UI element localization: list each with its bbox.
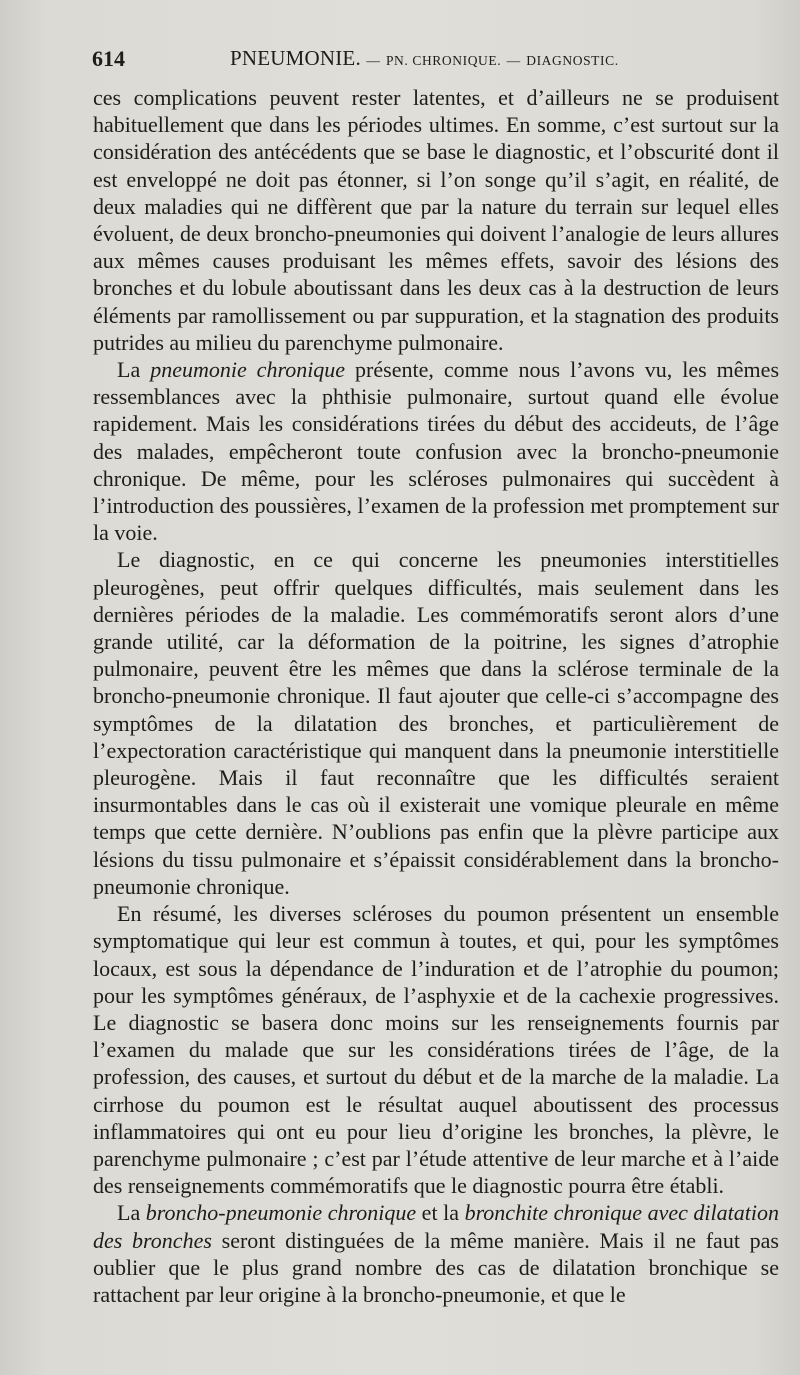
page-header [92, 46, 778, 76]
running-head-title: PNEUMONIE. [230, 46, 361, 70]
text-run: La [117, 1200, 146, 1226]
paragraph [93, 356, 779, 546]
running-head-separator-2: — [506, 53, 521, 68]
page-number: 614 [92, 46, 125, 71]
paragraph [93, 900, 779, 1199]
running-head-separator-1: — [366, 53, 381, 68]
body-text [93, 84, 779, 1308]
text-run: seront distinguées de la même manière. Mais il ne faut pas oublier que le plus grand nombre des cas de dilatation bronchique se rattachent par leur origine à la broncho-pneumonie, et que le [93, 1227, 779, 1307]
text-run: ces complications peuvent rester latentes, et d’ailleurs ne se produisent habituellement que dans les périodes ultimes. En somme, c’est surtout sur la considération des antécédents que se base le diagnostic, et l’obscurité dont il est enveloppé ne doit pas étonner, si l’on songe qu’il s’agit, en réalité, de deux maladies qui ne diffèrent que par la nature du terrain sur lequel elles évoluent, de deux broncho-pneumonies qui doivent l’analogie de leurs allures aux mêmes causes produisant les mêmes effets, savoir des lésions des bronches et du lobule aboutissant dans les deux cas à la destruction de leurs éléments par ramollissement ou par suppuration, et la stagnation des produits putrides au milieu du parenchyme pulmonaire. [93, 85, 779, 355]
text-run: Le diagnostic, en ce qui concerne les pneumonies interstitielles pleurogènes, peut offrir quelques difficultés, mais seulement dans les dernières périodes de la maladie. Les commémoratifs seront alors d’une grande utilité, car la déformation de la poitrine, les signes d’atrophie pulmonaire, peuvent être les mêmes que dans la sclérose terminale de la broncho-pneumonie chronique. Il faut ajouter que celle-ci s’accompagne des symptômes de la dilatation des bronches, et particulièrement de l’expectoration caractéristique qui manquent dans la pneumonie interstitielle pleurogène. Mais il faut reconnaître que les difficultés seraient insurmontables dans le cas où il existerait une vomique pleurale en même temps que cette dernière. N’oublions pas enfin que la plèvre participe aux lésions du tissu pulmonaire et s’épaissit considérablement dans la broncho-pneumonie chronique. [93, 547, 779, 899]
paragraph [93, 84, 779, 356]
running-head [230, 46, 619, 71]
italic-text: bronchite chronique avec dilatation des bronches [93, 1200, 779, 1253]
running-head-subtitle-2: DIAGNOSTIC. [526, 53, 619, 68]
paragraph [93, 546, 779, 900]
text-run: et la [416, 1200, 465, 1226]
text-run: présente, comme nous l’avons vu, les mêmes ressemblances avec la phthisie pulmonaire, surtout quand elle évolue rapidement. Mais les considérations tirées du début des accideuts, de l’âge des malades, empêcheront toute confusion avec la broncho-pneumonie chronique. De même, pour les scléroses pulmonaires qui succèdent à l’introduction des poussières, l’examen de la profession met promptement sur la voie. [93, 357, 779, 546]
italic-text: broncho-pneumonie chronique [145, 1200, 417, 1226]
italic-text: pneumonie chronique [150, 357, 346, 383]
text-run: En résumé, les diverses scléroses du poumon présentent un ensemble symptomatique qui leur est commun à toutes, et qui, pour les symptômes locaux, est sous la dépendance de l’induration et de l’atrophie du poumon; pour les symptômes généraux, de l’asphyxie et de la cachexie progressives. Le diagnostic se basera donc moins sur les renseignements fournis par l’examen du malade que sur les considérations tirées de l’âge, de la profession, des causes, et surtout du début et de la marche de la maladie. La cirrhose du poumon est le résultat auquel aboutissent des processus inflammatoires qui ont eu pour lieu d’origine les bronches, la plèvre, le parenchyme pulmonaire ; c’est par l’étude attentive de leur marche et à l’aide des renseignements commémoratifs que le diagnostic pourra être établi. [93, 901, 779, 1199]
running-head-subtitle-1: PN. CHRONIQUE. [385, 53, 502, 68]
text-run: La [117, 357, 151, 383]
paragraph [93, 1199, 779, 1308]
